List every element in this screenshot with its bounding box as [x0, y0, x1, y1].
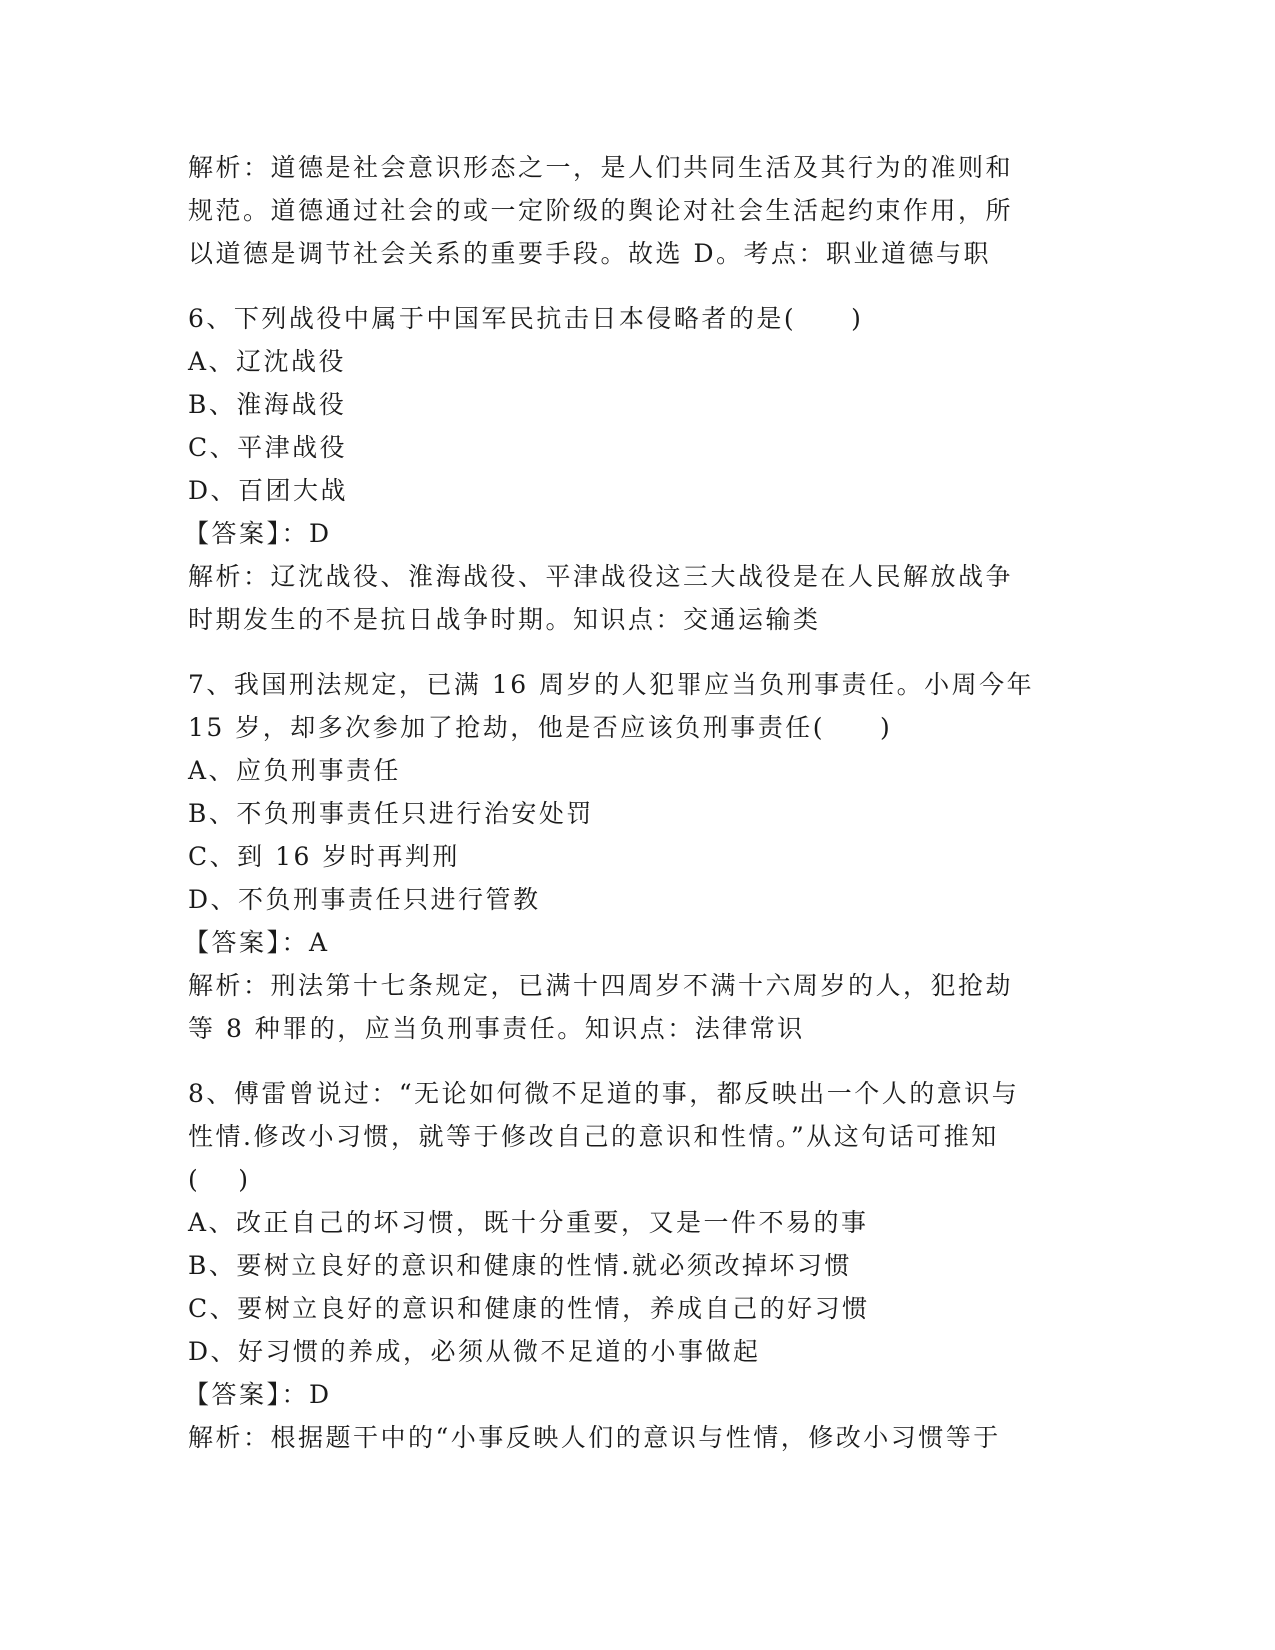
- option-c: C、要树立良好的意识和健康的性情，养成自己的好习惯: [188, 1294, 870, 1323]
- analysis-line: 规范。道德通过社会的或一定阶级的舆论对社会生活起约束作用，所: [188, 196, 1014, 225]
- answer-line: 【答案】：D: [184, 1380, 332, 1409]
- question-stem: 15 岁，却多次参加了抢劫，他是否应该负刑事责任( ): [188, 713, 893, 742]
- analysis-line: 解析：刑法第十七条规定，已满十四周岁不满十六周岁的人，犯抢劫: [188, 971, 1014, 1000]
- option-a: A、应负刑事责任: [188, 756, 402, 785]
- answer-line: 【答案】：D: [184, 519, 332, 548]
- option-a: A、辽沈战役: [188, 347, 347, 376]
- option-d: D、百团大战: [188, 476, 349, 505]
- answer-line: 【答案】：A: [184, 928, 330, 957]
- question-6: [184, 297, 1088, 641]
- option-c: C、平津战役: [188, 433, 348, 462]
- analysis-line: 解析：根据题干中的“小事反映人们的意识与性情，修改小习惯等于: [188, 1423, 1001, 1452]
- option-a: A、改正自己的坏习惯，既十分重要，又是一件不易的事: [188, 1208, 869, 1237]
- question-stem: ( ): [188, 1165, 251, 1194]
- option-b: B、不负刑事责任只进行治安处罚: [188, 799, 594, 828]
- option-d: D、不负刑事责任只进行管教: [188, 885, 541, 914]
- option-b: B、要树立良好的意识和健康的性情.就必须改掉坏习惯: [188, 1251, 852, 1280]
- option-d: D、好习惯的养成，必须从微不足道的小事做起: [188, 1337, 761, 1366]
- analysis-line: 解析：道德是社会意识形态之一，是人们共同生活及其行为的准则和: [188, 153, 1014, 182]
- option-b: B、淮海战役: [188, 390, 347, 419]
- question-stem: 7、我国刑法规定，已满 16 周岁的人犯罪应当负刑事责任。小周今年: [188, 670, 1035, 699]
- question-stem: 性情.修改小习惯，就等于修改自己的意识和性情。”从这句话可推知: [188, 1122, 999, 1151]
- intro-analysis: [188, 146, 1088, 275]
- option-c: C、到 16 岁时再判刑: [188, 842, 460, 871]
- analysis-line: 等 8 种罪的，应当负刑事责任。知识点：法律常识: [188, 1014, 805, 1043]
- question-stem: 8、傅雷曾说过：“无论如何微不足道的事，都反映出一个人的意识与: [188, 1079, 1020, 1108]
- analysis-line: 解析：辽沈战役、淮海战役、平津战役这三大战役是在人民解放战争: [188, 562, 1014, 591]
- question-7: [184, 663, 1088, 1050]
- analysis-line: 时期发生的不是抗日战争时期。知识点：交通运输类: [188, 605, 821, 634]
- question-8: [184, 1072, 1088, 1459]
- question-stem: 6、下列战役中属于中国军民抗击日本侵略者的是( ): [188, 304, 864, 333]
- analysis-line: 以道德是调节社会关系的重要手段。故选 D。考点：职业道德与职: [188, 239, 991, 268]
- document-page: [184, 146, 1088, 1459]
